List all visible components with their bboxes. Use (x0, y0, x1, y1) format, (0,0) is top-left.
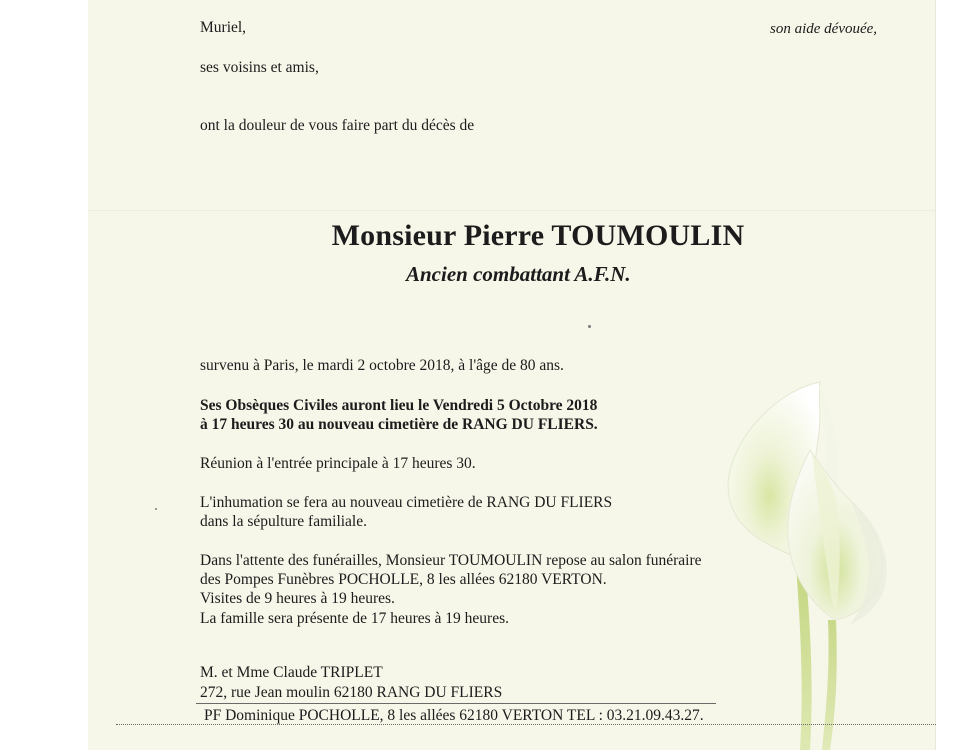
body-attente-2: des Pompes Funèbres POCHOLLE, 8 les allées 62180 VERTON. (200, 571, 607, 588)
header-douleur: ont la douleur de vous faire part du décès de (200, 117, 475, 134)
footer-contact-address: 272, rue Jean moulin 62180 RANG DU FLIERS (200, 684, 503, 701)
deceased-name-text: Monsieur Pierre TOUMOULIN (331, 219, 745, 252)
body-inhumation-2: dans la sépulture familiale. (200, 513, 367, 530)
fold-line (88, 210, 936, 211)
header-muriel: Muriel, (200, 19, 247, 36)
footer-rule-top (196, 703, 716, 704)
body-visites: Visites de 9 heures à 19 heures. (200, 590, 395, 607)
calla-lily-illustration (700, 370, 900, 750)
body-obseques-2: à 17 heures 30 au nouveau cimetière de RANG DU FLIERS. (200, 416, 598, 433)
body-attente-1: Dans l'attente des funérailles, Monsieur TOUMOULIN repose au salon funéraire (200, 552, 702, 569)
body-inhumation-1: L'inhumation se fera au nouveau cimetière de RANG DU FLIERS (200, 494, 613, 511)
deceased-title: Ancien combattant A.F.N. (406, 262, 631, 286)
header-aide: son aide dévouée, (770, 21, 878, 37)
deceased-name (0, 219, 960, 253)
paper-speck (588, 325, 591, 328)
footer-contact-name: M. et Mme Claude TRIPLET (200, 664, 383, 681)
body-famille: La famille sera présente de 17 heures à 19 heures. (200, 610, 510, 627)
body-obseques-1: Ses Obsèques Civiles auront lieu le Vendredi 5 Octobre 2018 (200, 397, 598, 414)
footer-rule-bottom (116, 724, 936, 725)
body-survenu: survenu à Paris, le mardi 2 octobre 2018, à l'âge de 80 ans. (200, 357, 564, 374)
paper-speck (155, 508, 157, 510)
body-reunion: Réunion à l'entrée principale à 17 heures 30. (200, 455, 476, 472)
footer-funeral-home: PF Dominique POCHOLLE, 8 les allées 62180 VERTON TEL : 03.21.09.43.27. (204, 707, 704, 724)
header-voisins: ses voisins et amis, (200, 59, 319, 76)
